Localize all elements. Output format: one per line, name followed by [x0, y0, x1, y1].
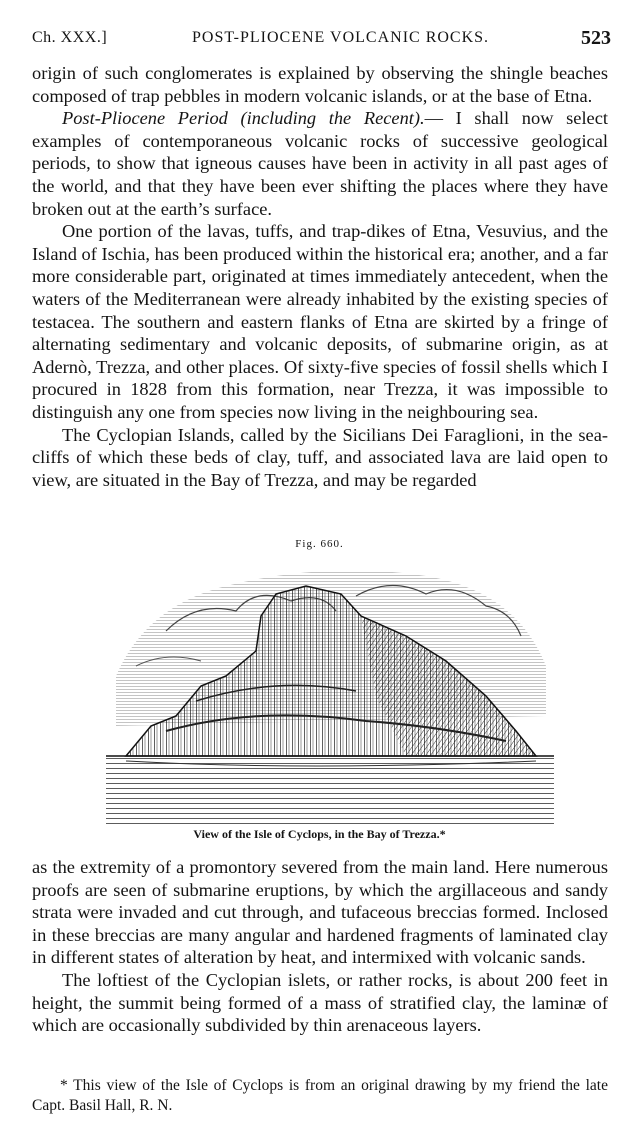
figure-engraving-isle-of-cyclops	[106, 556, 554, 824]
paragraph: as the extremity of a promontory severed from the main land. Here numerous proofs are seen of submarine eruptions, by which the argillaceous and sandy strata were invaded and cut through, and tufaceous breccias formed. Inclosed in these breccias are many angular and hardened fragments of laminated clay in different states of alteration by heat, and intermixed with volcanic sands.	[32, 857, 608, 968]
figure-caption: View of the Isle of Cyclops, in the Bay of Trezza.*	[193, 827, 446, 841]
section-heading: Post-Pliocene Period (including the Recent).	[62, 108, 425, 129]
chapter-label: Ch. XXX.]	[32, 29, 108, 46]
figure-label: Fig. 660.	[295, 538, 344, 550]
footnote-text: * This view of the Isle of Cyclops is from an original drawing by my friend the late Capt. Basil Hall, R. N.	[32, 1077, 608, 1114]
paragraph-text: — I shall now select examples of contemporaneous volcanic rocks of successive geological periods, to show that igneous causes have been in activity in all past ages of the world, and that they have been ever shifting the places where they have broken out at the earth’s surface.	[32, 108, 608, 219]
running-title: POST-PLIOCENE VOLCANIC ROCKS.	[192, 29, 490, 46]
paragraph: The Cyclopian Islands, called by the Sicilians Dei Faraglioni, in the sea-cliffs of which these beds of clay, tuff, and associated lava are laid open to view, are situated in the Bay of Trezza, and may be regarded	[32, 424, 608, 490]
footnote	[32, 1076, 608, 1115]
body-text-bottom	[32, 856, 608, 1037]
paragraph-post-pliocene	[32, 107, 608, 220]
body-text-top	[32, 62, 608, 491]
running-header	[32, 29, 611, 53]
page-number: 523	[581, 27, 611, 49]
paragraph: One portion of the lavas, tuffs, and trap-dikes of Etna, Vesuvius, and the Island of Ischia, has been produced within the historical era; another, and a far more considerable part, originated at times immediately antecedent, when the waters of the Mediterranean were already inhabited by the existing species of testacea. The southern and eastern flanks of Etna are skirted by a fringe of alternating sedimentary and volcanic deposits, of submarine origin, as at Adernò, Trezza, and other places. Of sixty-five species of fossil shells which I procured in 1828 from this formation, near Trezza, it was impossible to distinguish any one from species now living in the neighbouring sea.	[32, 221, 608, 422]
paragraph: origin of such conglomerates is explained by observing the shingle beaches composed of trap pebbles in modern volcanic islands, or at the base of Etna.	[32, 63, 608, 106]
paragraph: The loftiest of the Cyclopian islets, or rather rocks, is about 200 feet in height, the summit being formed of a mass of stratified clay, the laminæ of which are occasionally subdivided by thin arenaceous layers.	[32, 969, 608, 1036]
